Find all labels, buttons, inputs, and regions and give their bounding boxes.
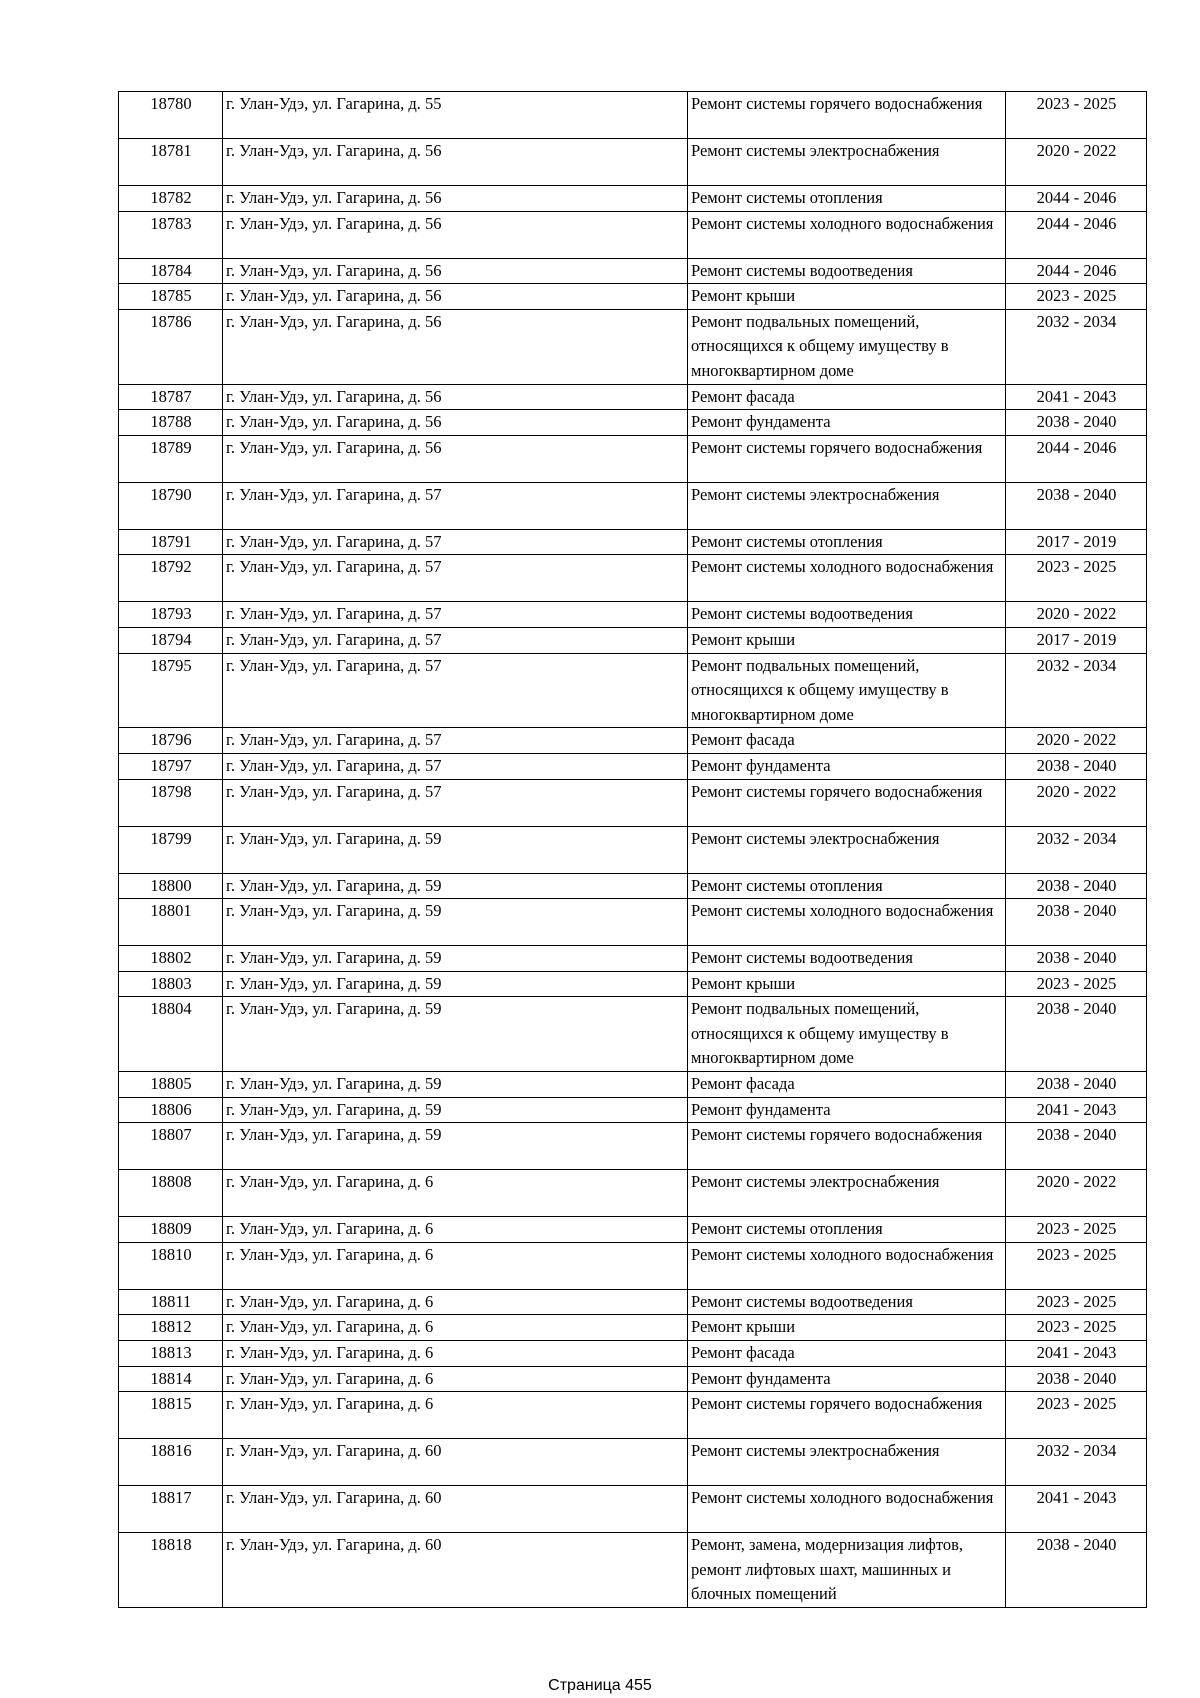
work-type-cell: Ремонт фасада: [688, 384, 1006, 410]
table-row: [119, 529, 1147, 555]
work-type-cell: Ремонт крыши: [688, 627, 1006, 653]
table-row: [119, 410, 1147, 436]
period-cell: 2017 - 2019: [1006, 627, 1147, 653]
row-number: 18799: [119, 826, 223, 873]
table-row: [119, 92, 1147, 139]
work-type-cell: Ремонт системы горячего водоснабжения: [688, 92, 1006, 139]
work-type-cell: Ремонт системы электроснабжения: [688, 826, 1006, 873]
period-cell: 2023 - 2025: [1006, 1289, 1147, 1315]
address-cell: г. Улан-Удэ, ул. Гагарина, д. 55: [223, 92, 688, 139]
address-cell: г. Улан-Удэ, ул. Гагарина, д. 56: [223, 384, 688, 410]
address-cell: г. Улан-Удэ, ул. Гагарина, д. 6: [223, 1392, 688, 1439]
period-cell: 2023 - 2025: [1006, 555, 1147, 602]
row-number: 18813: [119, 1341, 223, 1367]
table-row: [119, 309, 1147, 384]
row-number: 18808: [119, 1170, 223, 1217]
row-number: 18802: [119, 946, 223, 972]
row-number: 18788: [119, 410, 223, 436]
period-cell: 2020 - 2022: [1006, 602, 1147, 628]
period-cell: 2044 - 2046: [1006, 211, 1147, 258]
work-type-cell: Ремонт системы водоотведения: [688, 946, 1006, 972]
period-cell: 2038 - 2040: [1006, 1533, 1147, 1608]
row-number: 18782: [119, 186, 223, 212]
period-cell: 2032 - 2034: [1006, 653, 1147, 728]
work-type-cell: Ремонт фундамента: [688, 753, 1006, 779]
row-number: 18798: [119, 779, 223, 826]
row-number: 18809: [119, 1217, 223, 1243]
work-type-cell: Ремонт системы холодного водоснабжения: [688, 555, 1006, 602]
address-cell: г. Улан-Удэ, ул. Гагарина, д. 60: [223, 1486, 688, 1533]
table-row: [119, 753, 1147, 779]
address-cell: г. Улан-Удэ, ул. Гагарина, д. 59: [223, 826, 688, 873]
row-number: 18781: [119, 139, 223, 186]
table-row: [119, 1123, 1147, 1170]
row-number: 18794: [119, 627, 223, 653]
period-cell: 2038 - 2040: [1006, 946, 1147, 972]
table-row: [119, 779, 1147, 826]
row-number: 18783: [119, 211, 223, 258]
work-type-cell: Ремонт системы отопления: [688, 873, 1006, 899]
period-cell: 2032 - 2034: [1006, 1439, 1147, 1486]
address-cell: г. Улан-Удэ, ул. Гагарина, д. 59: [223, 1123, 688, 1170]
table-row: [119, 1392, 1147, 1439]
period-cell: 2038 - 2040: [1006, 410, 1147, 436]
period-cell: 2041 - 2043: [1006, 1486, 1147, 1533]
table-row: [119, 997, 1147, 1072]
row-number: 18815: [119, 1392, 223, 1439]
address-cell: г. Улан-Удэ, ул. Гагарина, д. 56: [223, 139, 688, 186]
address-cell: г. Улан-Удэ, ул. Гагарина, д. 57: [223, 555, 688, 602]
period-cell: 2023 - 2025: [1006, 1392, 1147, 1439]
work-type-cell: Ремонт крыши: [688, 971, 1006, 997]
table-row: [119, 873, 1147, 899]
address-cell: г. Улан-Удэ, ул. Гагарина, д. 57: [223, 779, 688, 826]
repair-schedule-table: [118, 91, 1147, 1608]
address-cell: г. Улан-Удэ, ул. Гагарина, д. 6: [223, 1366, 688, 1392]
address-cell: г. Улан-Удэ, ул. Гагарина, д. 6: [223, 1170, 688, 1217]
address-cell: г. Улан-Удэ, ул. Гагарина, д. 56: [223, 309, 688, 384]
work-type-cell: Ремонт фасада: [688, 728, 1006, 754]
work-type-cell: Ремонт системы горячего водоснабжения: [688, 779, 1006, 826]
table-row: [119, 1097, 1147, 1123]
work-type-cell: Ремонт фундамента: [688, 1366, 1006, 1392]
row-number: 18791: [119, 529, 223, 555]
table-row: [119, 435, 1147, 482]
address-cell: г. Улан-Удэ, ул. Гагарина, д. 59: [223, 873, 688, 899]
period-cell: 2041 - 2043: [1006, 1341, 1147, 1367]
row-number: 18800: [119, 873, 223, 899]
row-number: 18816: [119, 1439, 223, 1486]
work-type-cell: Ремонт фасада: [688, 1341, 1006, 1367]
work-type-cell: Ремонт системы водоотведения: [688, 602, 1006, 628]
period-cell: 2023 - 2025: [1006, 92, 1147, 139]
table-row: [119, 284, 1147, 310]
row-number: 18786: [119, 309, 223, 384]
period-cell: 2017 - 2019: [1006, 529, 1147, 555]
period-cell: 2038 - 2040: [1006, 753, 1147, 779]
table-row: [119, 946, 1147, 972]
period-cell: 2020 - 2022: [1006, 139, 1147, 186]
address-cell: г. Улан-Удэ, ул. Гагарина, д. 59: [223, 971, 688, 997]
period-cell: 2038 - 2040: [1006, 1072, 1147, 1098]
address-cell: г. Улан-Удэ, ул. Гагарина, д. 6: [223, 1217, 688, 1243]
work-type-cell: Ремонт системы отопления: [688, 529, 1006, 555]
row-number: 18797: [119, 753, 223, 779]
row-number: 18811: [119, 1289, 223, 1315]
work-type-cell: Ремонт системы водоотведения: [688, 1289, 1006, 1315]
table-row: [119, 139, 1147, 186]
address-cell: г. Улан-Удэ, ул. Гагарина, д. 56: [223, 410, 688, 436]
period-cell: 2023 - 2025: [1006, 1315, 1147, 1341]
address-cell: г. Улан-Удэ, ул. Гагарина, д. 57: [223, 728, 688, 754]
row-number: 18806: [119, 1097, 223, 1123]
address-cell: г. Улан-Удэ, ул. Гагарина, д. 60: [223, 1439, 688, 1486]
address-cell: г. Улан-Удэ, ул. Гагарина, д. 59: [223, 946, 688, 972]
work-type-cell: Ремонт системы отопления: [688, 1217, 1006, 1243]
period-cell: 2023 - 2025: [1006, 1217, 1147, 1243]
address-cell: г. Улан-Удэ, ул. Гагарина, д. 57: [223, 529, 688, 555]
row-number: 18793: [119, 602, 223, 628]
address-cell: г. Улан-Удэ, ул. Гагарина, д. 57: [223, 602, 688, 628]
row-number: 18784: [119, 258, 223, 284]
table-row: [119, 1217, 1147, 1243]
row-number: 18810: [119, 1242, 223, 1289]
row-number: 18789: [119, 435, 223, 482]
period-cell: 2020 - 2022: [1006, 779, 1147, 826]
work-type-cell: Ремонт, замена, модернизация лифтов, ремонт лифтовых шахт, машинных и блочных помещений: [688, 1533, 1006, 1608]
address-cell: г. Улан-Удэ, ул. Гагарина, д. 57: [223, 482, 688, 529]
row-number: 18805: [119, 1072, 223, 1098]
work-type-cell: Ремонт системы холодного водоснабжения: [688, 211, 1006, 258]
page-number: Страница 455: [548, 1677, 652, 1694]
address-cell: г. Улан-Удэ, ул. Гагарина, д. 60: [223, 1533, 688, 1608]
row-number: 18780: [119, 92, 223, 139]
work-type-cell: Ремонт системы холодного водоснабжения: [688, 1242, 1006, 1289]
work-type-cell: Ремонт крыши: [688, 284, 1006, 310]
table-row: [119, 1289, 1147, 1315]
row-number: 18804: [119, 997, 223, 1072]
work-type-cell: Ремонт подвальных помещений, относящихся к общему имуществу в многоквартирном доме: [688, 997, 1006, 1072]
work-type-cell: Ремонт подвальных помещений, относящихся к общему имуществу в многоквартирном доме: [688, 653, 1006, 728]
address-cell: г. Улан-Удэ, ул. Гагарина, д. 56: [223, 284, 688, 310]
table-row: [119, 971, 1147, 997]
period-cell: 2038 - 2040: [1006, 899, 1147, 946]
work-type-cell: Ремонт системы горячего водоснабжения: [688, 1392, 1006, 1439]
address-cell: г. Улан-Удэ, ул. Гагарина, д. 59: [223, 997, 688, 1072]
work-type-cell: Ремонт фасада: [688, 1072, 1006, 1098]
work-type-cell: Ремонт фундамента: [688, 1097, 1006, 1123]
work-type-cell: Ремонт системы холодного водоснабжения: [688, 899, 1006, 946]
address-cell: г. Улан-Удэ, ул. Гагарина, д. 57: [223, 653, 688, 728]
table-body: [119, 92, 1147, 1608]
address-cell: г. Улан-Удэ, ул. Гагарина, д. 59: [223, 899, 688, 946]
row-number: 18817: [119, 1486, 223, 1533]
period-cell: 2041 - 2043: [1006, 384, 1147, 410]
table-row: [119, 899, 1147, 946]
row-number: 18801: [119, 899, 223, 946]
work-type-cell: Ремонт системы холодного водоснабжения: [688, 1486, 1006, 1533]
address-cell: г. Улан-Удэ, ул. Гагарина, д. 6: [223, 1341, 688, 1367]
row-number: 18818: [119, 1533, 223, 1608]
address-cell: г. Улан-Удэ, ул. Гагарина, д. 6: [223, 1242, 688, 1289]
row-number: 18807: [119, 1123, 223, 1170]
table-row: [119, 1170, 1147, 1217]
table-row: [119, 1341, 1147, 1367]
address-cell: г. Улан-Удэ, ул. Гагарина, д. 56: [223, 258, 688, 284]
period-cell: 2044 - 2046: [1006, 435, 1147, 482]
table-row: [119, 555, 1147, 602]
table-row: [119, 1366, 1147, 1392]
period-cell: 2032 - 2034: [1006, 826, 1147, 873]
address-cell: г. Улан-Удэ, ул. Гагарина, д. 6: [223, 1289, 688, 1315]
period-cell: 2020 - 2022: [1006, 1170, 1147, 1217]
row-number: 18796: [119, 728, 223, 754]
table-row: [119, 1486, 1147, 1533]
work-type-cell: Ремонт системы горячего водоснабжения: [688, 435, 1006, 482]
row-number: 18790: [119, 482, 223, 529]
table-row: [119, 482, 1147, 529]
work-type-cell: Ремонт системы электроснабжения: [688, 1170, 1006, 1217]
table-row: [119, 384, 1147, 410]
row-number: 18795: [119, 653, 223, 728]
period-cell: 2038 - 2040: [1006, 1123, 1147, 1170]
table-row: [119, 602, 1147, 628]
period-cell: 2038 - 2040: [1006, 997, 1147, 1072]
address-cell: г. Улан-Удэ, ул. Гагарина, д. 59: [223, 1097, 688, 1123]
table-row: [119, 826, 1147, 873]
period-cell: 2023 - 2025: [1006, 971, 1147, 997]
table-row: [119, 1072, 1147, 1098]
row-number: 18814: [119, 1366, 223, 1392]
address-cell: г. Улан-Удэ, ул. Гагарина, д. 56: [223, 211, 688, 258]
table-row: [119, 211, 1147, 258]
row-number: 18803: [119, 971, 223, 997]
address-cell: г. Улан-Удэ, ул. Гагарина, д. 56: [223, 186, 688, 212]
row-number: 18812: [119, 1315, 223, 1341]
period-cell: 2023 - 2025: [1006, 1242, 1147, 1289]
period-cell: 2041 - 2043: [1006, 1097, 1147, 1123]
period-cell: 2044 - 2046: [1006, 258, 1147, 284]
work-type-cell: Ремонт подвальных помещений, относящихся к общему имуществу в многоквартирном доме: [688, 309, 1006, 384]
work-type-cell: Ремонт фундамента: [688, 410, 1006, 436]
work-type-cell: Ремонт системы электроснабжения: [688, 139, 1006, 186]
table-row: [119, 186, 1147, 212]
row-number: 18785: [119, 284, 223, 310]
address-cell: г. Улан-Удэ, ул. Гагарина, д. 56: [223, 435, 688, 482]
address-cell: г. Улан-Удэ, ул. Гагарина, д. 6: [223, 1315, 688, 1341]
period-cell: 2032 - 2034: [1006, 309, 1147, 384]
table-row: [119, 258, 1147, 284]
work-type-cell: Ремонт системы электроснабжения: [688, 482, 1006, 529]
work-type-cell: Ремонт системы электроснабжения: [688, 1439, 1006, 1486]
address-cell: г. Улан-Удэ, ул. Гагарина, д. 57: [223, 753, 688, 779]
table-row: [119, 1533, 1147, 1608]
address-cell: г. Улан-Удэ, ул. Гагарина, д. 57: [223, 627, 688, 653]
work-type-cell: Ремонт системы горячего водоснабжения: [688, 1123, 1006, 1170]
table-row: [119, 1315, 1147, 1341]
period-cell: 2038 - 2040: [1006, 1366, 1147, 1392]
period-cell: 2038 - 2040: [1006, 482, 1147, 529]
table-row: [119, 1242, 1147, 1289]
table-row: [119, 728, 1147, 754]
table-row: [119, 653, 1147, 728]
table-row: [119, 1439, 1147, 1486]
work-type-cell: Ремонт системы отопления: [688, 186, 1006, 212]
row-number: 18787: [119, 384, 223, 410]
period-cell: 2038 - 2040: [1006, 873, 1147, 899]
address-cell: г. Улан-Удэ, ул. Гагарина, д. 59: [223, 1072, 688, 1098]
period-cell: 2020 - 2022: [1006, 728, 1147, 754]
work-type-cell: Ремонт системы водоотведения: [688, 258, 1006, 284]
period-cell: 2044 - 2046: [1006, 186, 1147, 212]
row-number: 18792: [119, 555, 223, 602]
period-cell: 2023 - 2025: [1006, 284, 1147, 310]
table-row: [119, 627, 1147, 653]
work-type-cell: Ремонт крыши: [688, 1315, 1006, 1341]
